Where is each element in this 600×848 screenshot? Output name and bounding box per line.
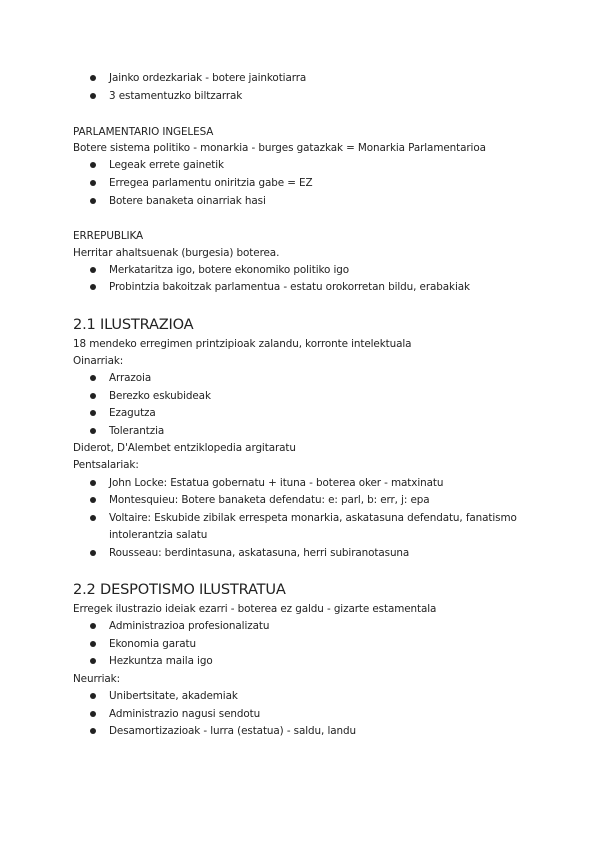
bullet-marker (90, 728, 96, 734)
list-item: Tolerantzia (109, 425, 165, 437)
bullet-marker (90, 393, 96, 399)
label: Neurriak: (73, 673, 120, 685)
list-item: Jainko ordezkariak - botere jainkotiarra (109, 72, 307, 84)
bullet-marker (90, 428, 96, 434)
list-item-continuation: intolerantzia salatu (109, 529, 208, 541)
bullet-marker (90, 284, 96, 290)
list-item: Montesquieu: Botere banaketa defendatu: e: parl, b: err, j: epa (109, 494, 430, 506)
bullet-marker (90, 658, 96, 664)
list-item: Administrazioa profesionalizatu (109, 620, 270, 632)
list-item: Probintzia bakoitzak parlamentua - estatu orokorretan bildu, erabakiak (109, 281, 470, 293)
paragraph: Diderot, D'Alembet entziklopedia argitaratu (73, 442, 296, 454)
label: Pentsalariak: (73, 459, 139, 471)
list-item: Hezkuntza maila igo (109, 655, 213, 667)
bullet-marker (90, 162, 96, 168)
section-title: ERREPUBLIKA (73, 230, 144, 242)
section-heading: 2.1 ILUSTRAZIOA (73, 316, 194, 333)
list-item: Desamortizazioak - lurra (estatua) - saldu, landu (109, 725, 356, 737)
bullet-marker (90, 693, 96, 699)
list-item: Administrazio nagusi sendotu (109, 708, 261, 720)
bullet-marker (90, 198, 96, 204)
list-item: Ezagutza (109, 407, 156, 419)
bullet-marker (90, 180, 96, 186)
paragraph: Erregek ilustrazio ideiak ezarri - boterea ez galdu - gizarte estamentala (73, 603, 437, 615)
bullet-marker (90, 480, 96, 486)
bullet-marker (90, 711, 96, 717)
bullet-marker (90, 550, 96, 556)
list-item: Legeak errete gainetik (109, 159, 224, 171)
section-title: PARLAMENTARIO INGELESA (73, 126, 214, 138)
list-item: John Locke: Estatua gobernatu + ituna - boterea oker - matxinatu (109, 477, 444, 489)
list-item: Voltaire: Eskubide zibilak errespeta monarkia, askatasuna defendatu, fanatismo (109, 512, 517, 524)
bullet-marker (90, 75, 96, 81)
list-item: Merkataritza igo, botere ekonomiko politiko igo (109, 264, 350, 276)
bullet-marker (90, 641, 96, 647)
bullet-marker (90, 375, 96, 381)
list-item: Rousseau: berdintasuna, askatasuna, herri subiranotasuna (109, 547, 410, 559)
section-heading: 2.2 DESPOTISMO ILUSTRATUA (73, 581, 286, 598)
list-item: Unibertsitate, akademiak (109, 690, 238, 702)
list-item: 3 estamentuzko biltzarrak (109, 90, 243, 102)
bullet-marker (90, 515, 96, 521)
label: Oinarriak: (73, 355, 124, 367)
paragraph: Botere sistema politiko - monarkia - burges gatazkak = Monarkia Parlamentarioa (73, 142, 486, 154)
paragraph: Herritar ahaltsuenak (burgesia) boterea. (73, 247, 280, 259)
paragraph: 18 mendeko erregimen printzipioak zalandu, korronte intelektuala (73, 338, 412, 350)
list-item: Arrazoia (109, 372, 152, 384)
list-item: Erregea parlamentu oniritzia gabe = EZ (109, 177, 313, 189)
bullet-marker (90, 623, 96, 629)
bullet-marker (90, 497, 96, 503)
bullet-marker (90, 267, 96, 273)
bullet-marker (90, 410, 96, 416)
list-item: Botere banaketa oinarriak hasi (109, 195, 266, 207)
bullet-marker (90, 93, 96, 99)
list-item: Ekonomia garatu (109, 638, 196, 650)
list-item: Berezko eskubideak (109, 390, 211, 402)
